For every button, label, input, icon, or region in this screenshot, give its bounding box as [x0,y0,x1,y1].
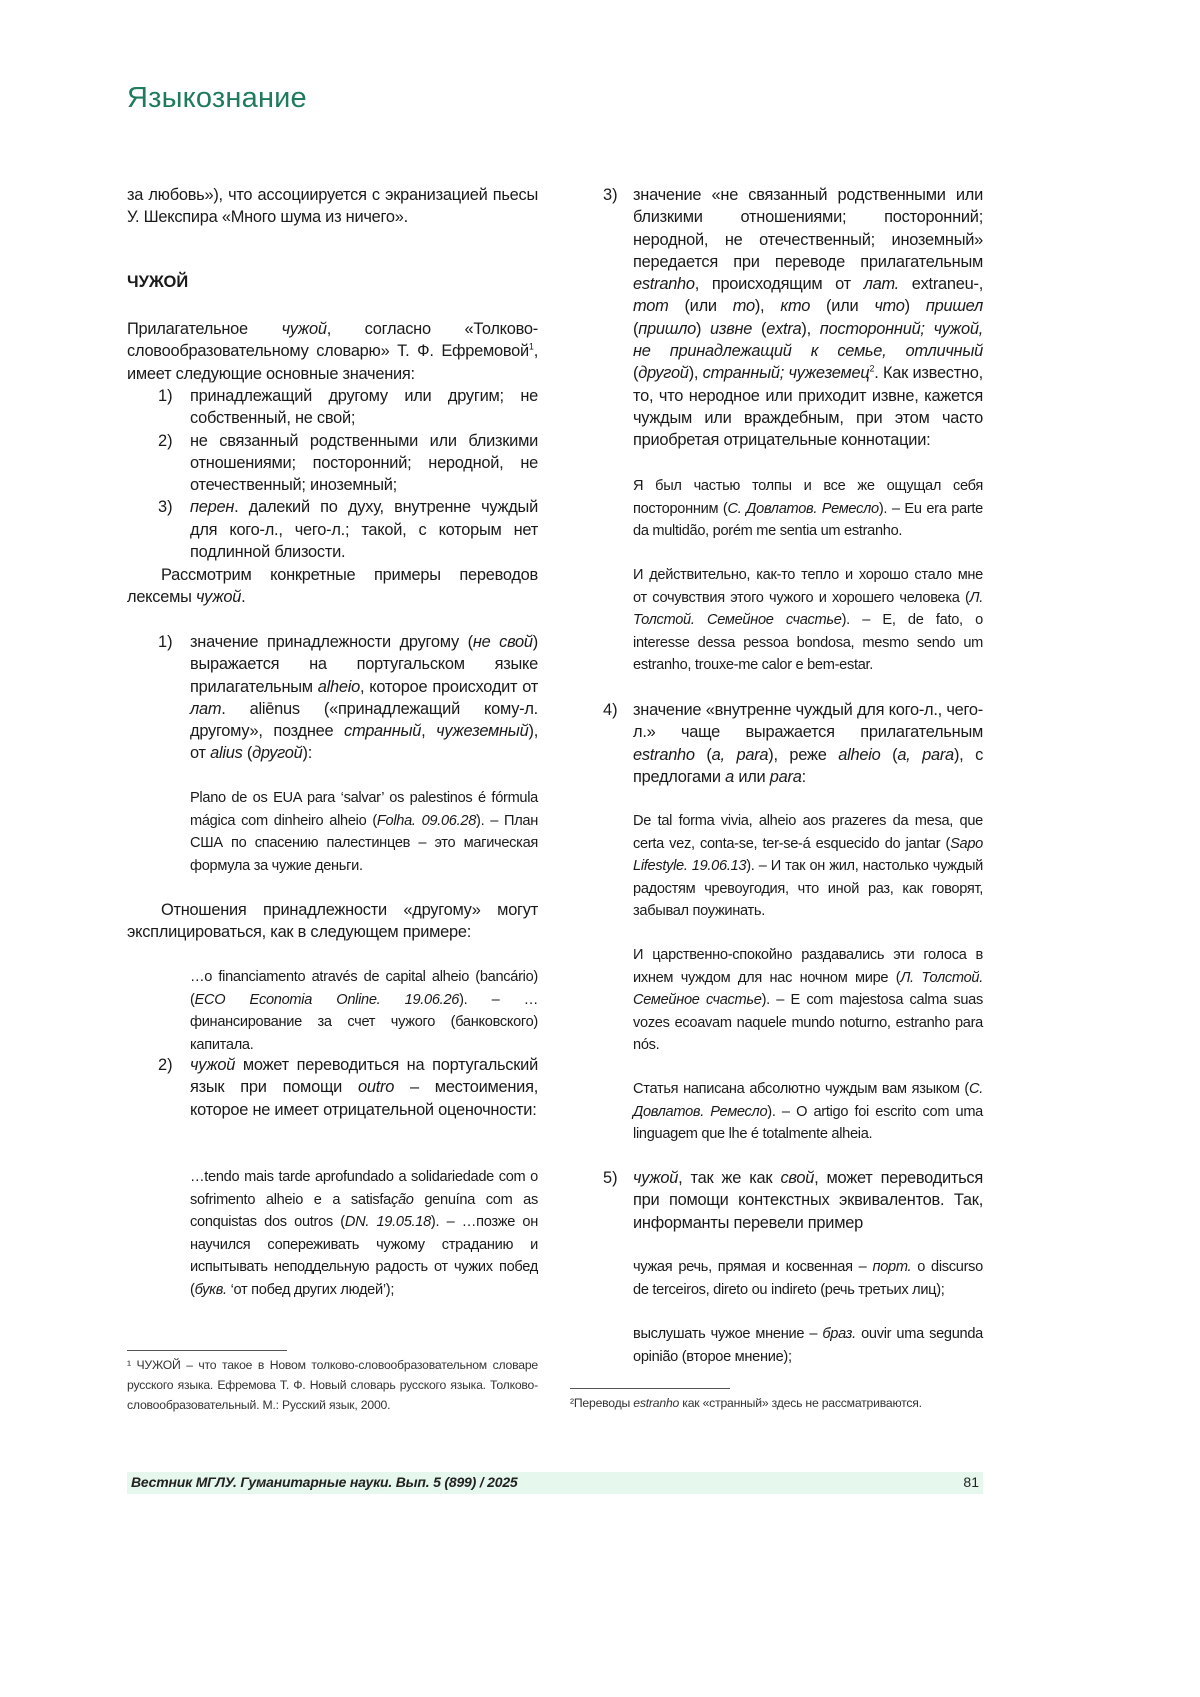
page-footer [127,1472,983,1494]
text-run: может переводиться на португальский язык при помощи [190,1056,538,1096]
footnote-rule [570,1388,730,1389]
example [190,787,538,877]
italic-run: тот [633,297,669,315]
text-run: , так же как [678,1169,780,1187]
list-number: 3) [158,496,173,518]
text-run: ), [755,297,780,315]
text-run: …o financiamento através de capital alheio (bancário) ( [190,969,538,1008]
text-run: выслушать чужое мнение – [633,1326,822,1342]
text-run: значение «внутренне чуждый для кого-л., чего-л.» чаще выражается прилагательным [633,701,983,741]
text-run: ), с предлогами [633,746,983,786]
italic-run: браз. [822,1326,855,1342]
italic-run: лат [190,700,221,718]
list-number: 2) [158,430,173,452]
list-number: 1) [158,631,173,653]
text-run: ( [695,746,712,764]
paragraph-continuation [127,184,538,229]
italic-run: странный [344,722,421,740]
text-run: extraneu-, [899,275,983,293]
italic-run: порт. [872,1259,911,1275]
italic-run: чужой [282,320,327,338]
italic-run: лат. [864,275,899,293]
text-run: o discurso de terceiros, direto ou indireto (речь третьих лиц); [633,1259,983,1298]
text-run: Я был частью толпы и все же ощущал себя посторонним ( [633,478,983,517]
italic-run: С. Довлатов. Ремесло [633,1081,983,1120]
text-run: (или [669,297,733,315]
text-run: ‘от побед других людей’); [227,1282,394,1298]
text-run: ), [801,320,819,338]
text-run: как «странный» здесь не рассматриваются. [679,1396,922,1410]
text-run: ). – …позже он научился сопереживать чужому страданию и испытывать неподдельную радость от чужих побед ( [190,1214,538,1298]
item-text [190,1054,538,1121]
text-run: genuína com as conquistas dos outros ( [190,1192,538,1231]
italic-run: estranho [633,746,695,764]
text-run: Статья написана абсолютно чуждым вам языком ( [633,1081,969,1097]
text-run: ²Переводы [570,1396,633,1410]
text-run: …tendo mais tarde aprofundado a solidariedade com o sofrimento alheio e a satisfa [190,1169,538,1208]
text-run: ), от [190,722,538,762]
italic-run: чужой [196,588,241,606]
italic-run: a, para [897,746,954,764]
text-run: ). – O artigo foi escrito com uma linguagem que lhe é totalmente alheia. [633,1104,983,1143]
italic-run: Folha. 09.06.28 [377,813,476,829]
text-run: ), [689,364,703,382]
italic-run: ção [391,1192,414,1208]
italic-run: что [874,297,904,315]
text-run: , согласно «Толково-словообразовательному словарю» Т. Ф. Ефремовой [127,320,538,360]
text-run: ) выражается на португальском языке прилагательным [190,633,538,696]
text-run: Прилагательное [127,320,282,338]
italic-run: alheio [838,746,880,764]
journal-title: Вестник МГЛУ. Гуманитарные науки. Вып. 5 (899) / 2025 [131,1474,518,1490]
italic-run: outro [358,1078,394,1096]
italic-run: Л. Толстой. Семейное счастье [633,590,983,629]
italic-run: свой [780,1169,814,1187]
list-number: 4) [603,699,618,721]
text-run: . [241,588,245,606]
example [190,1166,538,1301]
text-run: ) [696,320,710,338]
section-title: Языкознание [127,82,307,115]
item-text [633,699,983,788]
italic-run: para [770,768,802,786]
footnote-rule [127,1350,287,1351]
entry-heading: ЧУЖОЙ [127,273,188,292]
example [633,1078,983,1146]
italic-run: букв. [195,1282,227,1298]
text-run: И царственно-спокойно раздавались эти голоса в ихнем чуждом для нас ночном мире ( [633,947,983,986]
text-run: . Как известно, то, что неродное или приходит извне, кажется чуждым или враждебным, при этом часто приобретая отрицательные коннотации: [633,364,983,449]
text-run: . далекий по духу, внутренне чуждый для кого-л., чего-л.; такой, с которым нет подлинной близости. [190,498,538,561]
example [633,810,983,923]
italic-run: DN. 19.05.18 [345,1214,431,1230]
italic-run: С. Довлатов. Ремесло [727,501,878,517]
list-number: 2) [158,1054,173,1076]
italic-run: extra [766,320,801,338]
item-text [633,1167,983,1234]
text-run: значение принадлежности другому ( [190,633,473,651]
italic-run: пришло [638,320,696,338]
text-run: ). – И так он жил, настолько чуждый радостям чревоугодия, что иной раз, как говорят, забывал поужинать. [633,858,983,919]
meanings-list [158,385,538,563]
text-run: ), реже [768,746,838,764]
text-run: ). – E, de fato, o interesse dessa pessoa bondosa, mesmo sendo um estranho, trouxe-me calor e bem-estar. [633,612,983,673]
text-run: (или [810,297,874,315]
example [633,475,983,543]
italic-run: чужой [633,1169,678,1187]
text-run: : [802,768,806,786]
footnote-ref: 1 [529,342,534,352]
text-run: ouvir uma segunda opinião (второе мнение); [633,1326,983,1365]
text-run: ): [303,744,313,762]
page-number: 81 [963,1474,979,1490]
text-run: ). – …финансирование за счет чужого (банковского) капитала. [190,992,538,1053]
text-run: ( [880,746,897,764]
italic-run: alheio [318,678,360,696]
text-run: ¹ ЧУЖОЙ – что такое в Новом толково-словообразовательном словаре русского языка. Ефремова Т. Ф. Новый словарь русского языка. Толково-словообразовательный. М.: Русский язык, 2000. [127,1358,538,1412]
list-number: 5) [603,1167,618,1189]
example [633,1323,983,1368]
text-run: ) [905,297,926,315]
list-number: 1) [158,385,173,407]
text-run: или [734,768,770,786]
italic-run: посторонний; чужой, не принадлежащий к семье, отличный [633,320,983,360]
example [633,1256,983,1301]
text-run: принадлежащий другому или другим; не собственный, не свой; [190,387,538,427]
meaning-item [158,430,538,497]
text-run: ). – Eu era parte da multidão, porém me sentia um estranho. [633,501,983,540]
item-text [190,631,538,765]
text-run: De tal forma vivia, alheio aos prazeres da mesa, que certa vez, conta-se, ter-se-á esquecido do jantar ( [633,813,983,852]
footnote [570,1393,983,1413]
text-run: за любовь»), что ассоциируется с экранизацией пьесы У. Шекспира «Много шума из ничего». [127,186,538,226]
italic-run: estranho [633,1396,679,1410]
italic-run: другой [252,744,302,762]
footnote-ref: 2 [869,364,874,374]
meaning-text [190,430,538,497]
text-run: Plano de os EUA para ‘salvar’ os palestinos é fórmula mágica com dinheiro alheio ( [190,790,538,829]
italic-run: estranho [633,275,695,293]
footnote [127,1355,538,1415]
text-run: не связанный родственными или близкими отношениями; посторонний; неродной, не отечественный; иноземный; [190,432,538,495]
item-text [633,184,983,452]
text-run: , может переводиться при помощи контекстных эквивалентов. Так, информанты перевели пример [633,1169,983,1232]
italic-run: a, para [712,746,769,764]
meaning-text [190,496,538,563]
paragraph-definition [127,318,538,385]
meaning-item [158,385,538,430]
text-run: ( [752,320,766,338]
text-run: , происходящим от [695,275,864,293]
text-run: ( [243,744,253,762]
text-run: Отношения принадлежности «другому» могут эксплицироваться, как в следующем примере: [127,901,538,941]
text-run: ( [633,320,638,338]
meaning-item [158,496,538,563]
meaning-text [190,385,538,430]
italic-run: перен [190,498,234,516]
text-run: ). – E com majestosa calma suas vozes ecoavam naquele mundo noturno, estranho para nós. [633,992,983,1053]
italic-run: то [733,297,755,315]
italic-run: чужеземный [436,722,528,740]
paragraph-relations [127,899,538,944]
paragraph-consider [127,564,538,609]
text-run: И действительно, как-то тепло и хорошо стало мне от сочувствия этого чужого и хорошего человека ( [633,567,983,606]
italic-run: извне [710,320,752,338]
text-run: чужая речь, прямая и косвенная – [633,1259,872,1275]
italic-run: пришел [926,297,983,315]
italic-run: кто [780,297,810,315]
list-number: 3) [603,184,618,206]
text-run: ). – План США по спасению палестинцев – это магическая формула за чужие деньги. [190,813,538,874]
text-run: . aliēnus («принадлежащий кому-л. другому», позднее [190,700,538,740]
text-run: ( [633,364,638,382]
italic-run: Sapo Lifestyle. 19.06.13 [633,836,983,875]
italic-run: другой [638,364,688,382]
italic-run: alius [210,744,242,762]
example [633,944,983,1057]
text-run: , которое происходит от [360,678,538,696]
text-run: – местоимения, которое не имеет отрицательной оценочности: [190,1078,538,1118]
text-run: , [421,722,436,740]
italic-run: Л. Толстой. Семейное счастье [633,970,983,1009]
italic-run: a [725,768,734,786]
italic-run: странный; чужеземец [703,364,870,382]
italic-run: ECO Economia Online. 19.06.26 [195,992,460,1008]
example [190,966,538,1056]
example [633,564,983,677]
text-run: значение «не связанный родственными или близкими отношениями; посторонний; неродной, не отечественный; иноземный» передается при переводе прилагательным [633,186,983,271]
text-run: Рассмотрим конкретные примеры переводов лексемы [127,566,538,606]
italic-run: чужой [190,1056,235,1074]
text-run: , имеет следующие основные значения: [127,342,538,382]
italic-run: не свой [473,633,533,651]
